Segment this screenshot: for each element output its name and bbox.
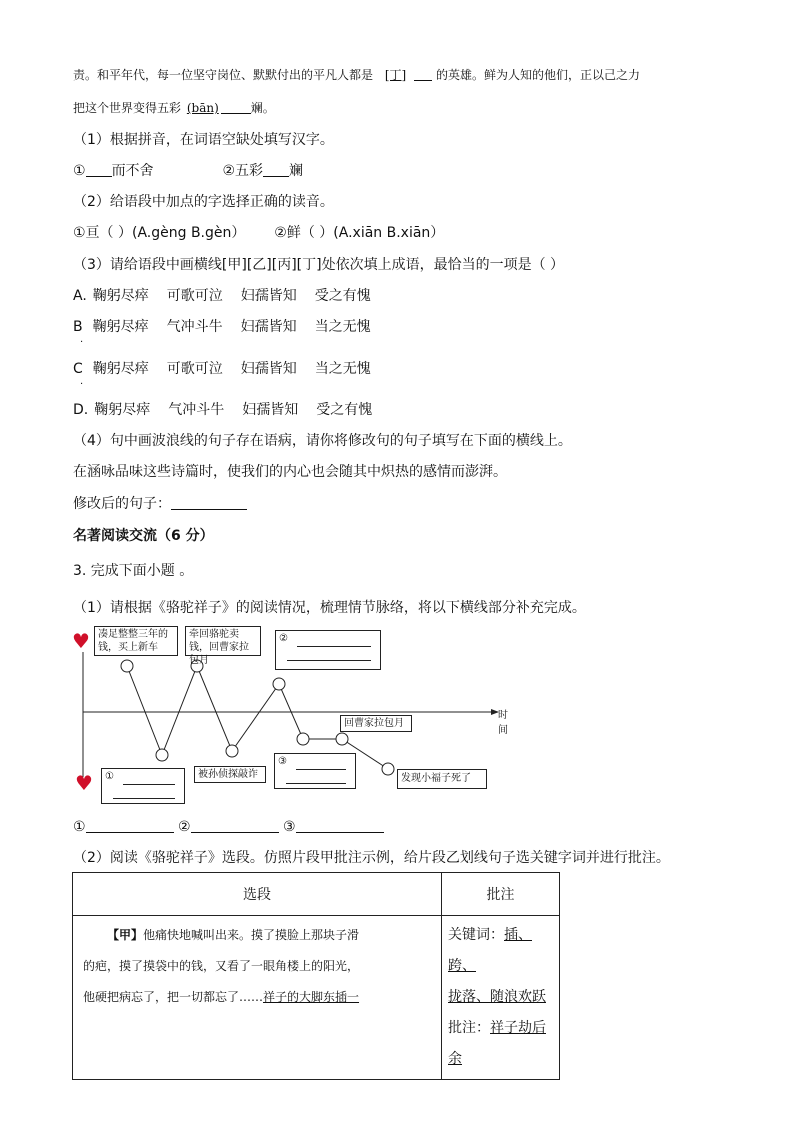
answer-line[interactable] xyxy=(286,772,346,784)
option-word: 气冲斗牛 xyxy=(166,319,223,335)
q4-revised xyxy=(73,495,247,513)
q1-title: （1）根据拼音，在词语空缺处填写汉字。 xyxy=(73,132,334,148)
segment-cell xyxy=(73,916,442,1080)
option-word: 鞠躬尽瘁 xyxy=(92,361,149,377)
table-header-row xyxy=(73,873,560,916)
box-num: ② xyxy=(279,633,288,644)
q2-item-1: ①亘（ ）(A.gèng B.gèn） xyxy=(73,225,246,241)
event-box-new-car: 凑足整整三年的钱，买上新车 xyxy=(94,626,178,656)
answer-line[interactable] xyxy=(123,773,175,785)
event-box-blank-2 xyxy=(275,630,381,670)
option-word: 鞠躬尽瘁 xyxy=(92,319,149,335)
option-label: C xyxy=(73,361,83,377)
event-box-camel: 牵回骆驼卖钱，回曹家拉包月 xyxy=(185,626,261,656)
annotation-table xyxy=(72,872,560,1080)
q4-sentence: 在涵咏品味这些诗篇时，使我们的内心也会随其中炽热的感情而澎湃。 xyxy=(73,464,507,480)
note-cell xyxy=(442,916,560,1080)
answer-num: ③ xyxy=(283,819,296,835)
blank-line xyxy=(221,99,251,114)
time-axis-label: 时间 xyxy=(498,710,508,736)
answer-line[interactable] xyxy=(113,787,175,799)
plot-point xyxy=(336,733,348,745)
answer-row xyxy=(73,818,384,835)
plot-point xyxy=(156,749,168,761)
option-label: B xyxy=(73,319,83,335)
intro-text: 的英雄。鲜为人知的他们，正以己之力 xyxy=(436,68,641,82)
answer-field-3[interactable] xyxy=(296,818,384,833)
plot-point xyxy=(121,660,133,672)
table-header-segment: 选段 xyxy=(73,873,442,916)
answer-line[interactable] xyxy=(287,649,371,661)
option-label: D. xyxy=(73,402,89,418)
option-dot: . xyxy=(80,334,84,345)
revised-label: 修改后的句子： xyxy=(73,496,171,512)
sub-question-2: （2）阅读《骆驼祥子》选段。仿照片段甲批注示例，给片段乙划线句子选关键字词并进行批注。 xyxy=(73,850,670,866)
option-label: A. xyxy=(73,288,87,304)
heart-full-icon: ♥ xyxy=(72,629,90,653)
option-word: 妇孺皆知 xyxy=(240,319,297,335)
option-word: 妇孺皆知 xyxy=(240,361,297,377)
note-label: 批注： xyxy=(448,1020,490,1036)
q2-title: （2）给语段中加点的字选择正确的读音。 xyxy=(73,194,334,210)
answer-num: ① xyxy=(73,819,86,835)
intro-text: 把这个世界变得五彩 xyxy=(73,101,182,115)
q3-option-b[interactable] xyxy=(73,318,389,336)
plot-point xyxy=(382,763,394,775)
blank-mark-ding: [丁] xyxy=(384,68,407,82)
question-3-title: 3. 完成下面小题 。 xyxy=(73,563,194,579)
q2-item-2: ②鲜（ ）(A.xiān B.xiān） xyxy=(274,225,445,241)
event-box-extort: 被孙侦探敲诈 xyxy=(194,766,266,783)
event-box-xiaofuzi: 发现小福子死了 xyxy=(397,769,487,789)
table-row xyxy=(73,916,560,1080)
option-word: 气冲斗牛 xyxy=(168,402,225,418)
q1-item2-head: ②五彩 xyxy=(222,163,264,179)
q1-blank-1[interactable] xyxy=(86,162,112,177)
table-header-note: 批注 xyxy=(442,873,560,916)
section-heading: 名著阅读交流（6 分） xyxy=(73,528,214,544)
answer-field-2[interactable] xyxy=(191,818,279,833)
note-text: 祥子劫后余 xyxy=(448,1020,546,1067)
segment-text: 他痛快地喊叫出来。摸了摸脸上那块子滑 xyxy=(143,928,360,942)
q1-blank-2[interactable] xyxy=(263,162,289,177)
option-word: 鞠躬尽瘁 xyxy=(92,288,149,304)
plot-diagram xyxy=(70,622,510,812)
option-word: 妇孺皆知 xyxy=(240,288,297,304)
intro-text: 责。和平年代，每一位坚守岗位、默默付出的平凡人都是 xyxy=(73,68,374,82)
option-word: 当之无愧 xyxy=(314,319,371,335)
q3-title: （3）请给语段中画横线[甲][乙][丙][丁]处依次填上成语，最恰当的一项是（ ） xyxy=(73,257,565,273)
q2-items xyxy=(73,224,444,242)
option-word: 受之有愧 xyxy=(316,402,373,418)
plot-point xyxy=(297,733,309,745)
option-word: 可歌可泣 xyxy=(166,361,223,377)
box-num: ① xyxy=(105,771,114,782)
q1-items xyxy=(73,162,303,180)
box-num: ③ xyxy=(278,756,287,767)
revised-answer-field[interactable] xyxy=(171,495,247,510)
sub-question-1: （1）请根据《骆驼祥子》的阅读情况，梳理情节脉络，将以下横线部分补充完成。 xyxy=(73,600,586,616)
keyword-text: 插、跨、 xyxy=(448,927,532,974)
option-word: 受之有愧 xyxy=(314,288,371,304)
option-word: 妇孺皆知 xyxy=(242,402,299,418)
q4-title: （4）句中画波浪线的句子存在语病，请你将修改句的句子填写在下面的横线上。 xyxy=(73,433,572,449)
segment-mark: 【甲】 xyxy=(107,928,144,942)
keyword-text: 拢落、随浪欢跃 xyxy=(448,989,546,1005)
plot-point xyxy=(273,678,285,690)
q1-item2-tail: 斓 xyxy=(289,163,304,179)
plot-point xyxy=(226,745,238,757)
answer-line[interactable] xyxy=(296,758,346,770)
event-box-blank-1 xyxy=(101,768,185,804)
option-word: 可歌可泣 xyxy=(166,288,223,304)
answer-field-1[interactable] xyxy=(86,818,174,833)
intro-line-2 xyxy=(73,99,275,117)
blank-line xyxy=(414,66,432,81)
heart-broken-icon: ♥ xyxy=(75,771,93,795)
q3-option-c[interactable] xyxy=(73,360,389,378)
q3-option-d[interactable] xyxy=(73,401,390,419)
segment-text: 的疤，摸了摸袋中的钱，又看了一眼角楼上的阳光， xyxy=(83,959,360,973)
q1-item1-tail: 而不舍 xyxy=(111,163,154,179)
event-box-blank-3 xyxy=(274,753,356,789)
option-word: 当之无愧 xyxy=(314,361,371,377)
segment-underlined-text: 祥子的大脚东插一 xyxy=(263,990,360,1004)
option-word: 鞠躬尽瘁 xyxy=(94,402,151,418)
segment-text: 他硬把病忘了，把一切都忘了…… xyxy=(83,990,264,1004)
answer-line[interactable] xyxy=(297,635,371,647)
q3-option-a[interactable] xyxy=(73,287,389,305)
option-dot: . xyxy=(80,376,84,387)
q1-item1-num: ① xyxy=(73,163,86,179)
intro-line-1 xyxy=(73,66,640,84)
answer-num: ② xyxy=(178,819,191,835)
pinyin-ban: (bān) xyxy=(186,101,219,115)
event-box-back-cao: 回曹家拉包月 xyxy=(340,715,412,732)
keyword-label: 关键词： xyxy=(448,927,504,943)
intro-text: 斓。 xyxy=(250,101,275,115)
